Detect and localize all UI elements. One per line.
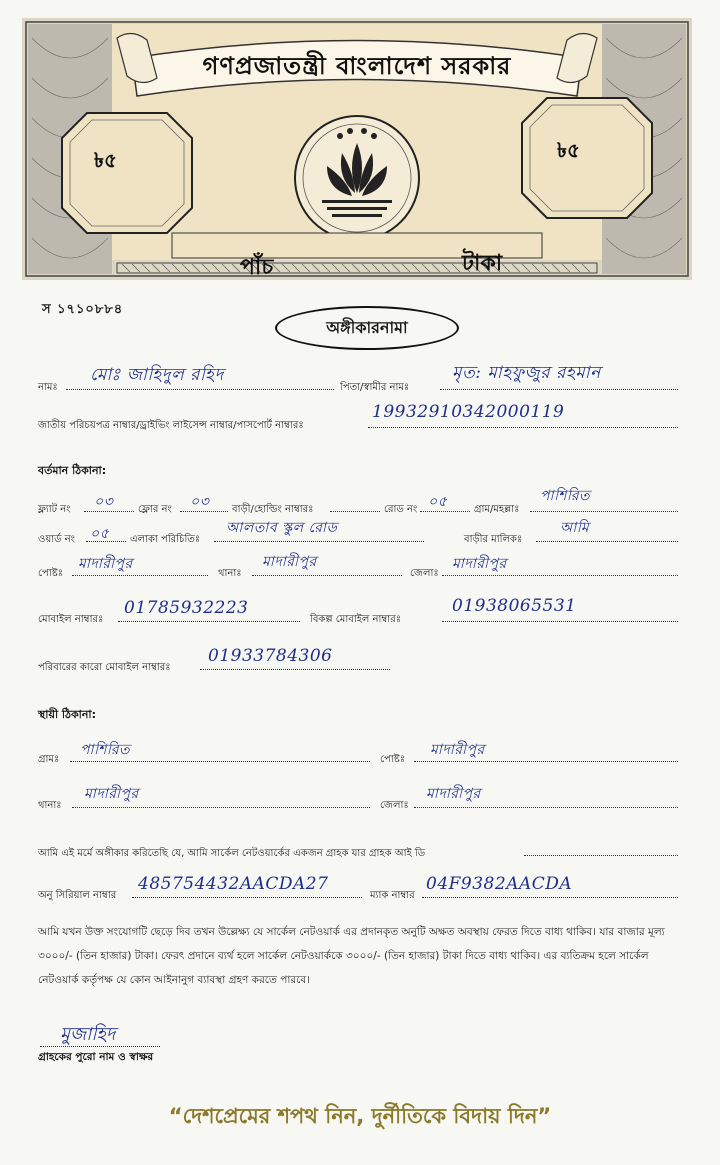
p-district-value: মাদারীপুর bbox=[426, 786, 481, 802]
thana-label: থানাঃ bbox=[218, 568, 242, 579]
stamp-amount-word: পাঁচ bbox=[240, 255, 274, 280]
p-thana-line bbox=[72, 807, 370, 808]
onu-value: 485754432AACDA27 bbox=[138, 874, 329, 894]
district-value: মাদারীপুর bbox=[452, 556, 507, 572]
owner-value: আমি bbox=[560, 520, 590, 536]
stamp-value-right: ৳৫ bbox=[557, 138, 580, 162]
stamp-currency-word: টাকা bbox=[462, 251, 503, 276]
father-label: পিতা/স্বামীর নামঃ bbox=[340, 382, 410, 393]
p-village-value: পাশিরিত bbox=[80, 742, 131, 758]
nid-line bbox=[368, 427, 678, 428]
terms-paragraph: আমি যখন উক্ত সংযোগটি ছেড়ে দিব তখন উল্লেক্ষ্য যে সার্কেল নেটওয়ার্ক এর প্রদানকৃত অনুটি অক্ষত অবস্থায় ফেরত দিতে বাধ্য থাকিব। যার বাজার মূল্য ৩০০০/- (তিন হাজার) টাকা। ফেরৎ প্রদানে ব্যর্থ হলে সার্কেল নেটওয়ার্ককে ৩০০০/- (তিন হাজার) টাকা দিতে বাধ্য থাকিব। এর ব্যতিক্রম হলে সার্কেল নেটওয়ার্ক কর্তৃপক্ষ যে কোন আইনানুগ ব্যাবস্থা গ্রহণ করতে পারবে। bbox=[38, 926, 665, 986]
floor-label: ফ্লোর নং bbox=[138, 504, 172, 515]
floor-value: ০৩ bbox=[190, 494, 210, 510]
alt-mobile-value: 01938065531 bbox=[452, 596, 577, 616]
present-address-heading: বর্তমান ঠিকানা: bbox=[38, 464, 107, 477]
customer-id-line bbox=[524, 855, 678, 856]
motto: “দেশপ্রেমের শপথ নিন, দুর্নীতিকে বিদায় দিন” bbox=[168, 1104, 552, 1128]
stamp-header bbox=[22, 18, 692, 280]
flat-value: ০৩ bbox=[94, 494, 114, 510]
p-post-value: মাদারীপুর bbox=[430, 742, 485, 758]
stamp-title: গণপ্রজাতন্ত্রী বাংলাদেশ সরকার bbox=[202, 52, 512, 80]
road-label: রোড নং bbox=[384, 504, 418, 515]
village-label: গ্রাম/মহল্লাঃ bbox=[474, 504, 520, 515]
document-title-text: অঙ্গীকারনামা bbox=[326, 317, 408, 337]
family-mobile-line bbox=[200, 669, 390, 670]
permanent-address-heading: স্থায়ী ঠিকানা: bbox=[38, 708, 96, 721]
flat-label: ফ্ল্যাট নং bbox=[38, 504, 71, 515]
mac-label: ম্যাক নাম্বার bbox=[370, 890, 415, 901]
p-thana-value: মাদারীপুর bbox=[84, 786, 139, 802]
post-label: পোষ্টঃ bbox=[38, 568, 64, 579]
thana-line bbox=[252, 575, 402, 576]
owner-line bbox=[536, 541, 678, 542]
area-label: এলাকা পরিচিতিঃ bbox=[130, 534, 201, 545]
alt-mobile-label: বিকল্প মোবাইল নাম্বারঃ bbox=[310, 614, 402, 625]
onu-label: অনু সিরিয়াল নাম্বার bbox=[38, 890, 117, 901]
p-post-label: পোষ্টঃ bbox=[380, 754, 406, 765]
post-value: মাদারীপুর bbox=[78, 556, 133, 572]
stamp-value-left: ৳৫ bbox=[94, 148, 117, 172]
onu-line bbox=[132, 897, 362, 898]
ward-value: ০৫ bbox=[90, 526, 110, 542]
mobile-label: মোবাইল নাম্বারঃ bbox=[38, 614, 104, 625]
name-value: মোঃ জাহিদুল রহিদ bbox=[90, 365, 224, 385]
family-mobile-label: পরিবারের কারো মোবাইল নাম্বারঃ bbox=[38, 662, 171, 673]
mobile-line bbox=[118, 621, 300, 622]
document-title bbox=[275, 306, 459, 350]
mac-line bbox=[422, 897, 678, 898]
house-label: বাড়ী/হোল্ডিং নাম্বারঃ bbox=[232, 504, 314, 515]
name-label: নামঃ bbox=[38, 382, 58, 393]
road-value: ০৫ bbox=[428, 494, 448, 510]
signature-line bbox=[40, 1046, 160, 1047]
mac-value: 04F9382AACDA bbox=[426, 874, 573, 894]
thana-value: মাদারীপুর bbox=[262, 554, 317, 570]
father-line bbox=[440, 389, 678, 390]
house-line bbox=[330, 511, 380, 512]
area-line bbox=[214, 541, 424, 542]
signature-label: গ্রাহকের পুরো নাম ও স্বাক্ষর bbox=[38, 1051, 154, 1063]
p-district-label: জেলাঃ bbox=[380, 800, 409, 811]
father-value: মৃত: মাহফুজুর রহমান bbox=[452, 363, 601, 383]
alt-mobile-line bbox=[442, 621, 678, 622]
nid-label: জাতীয় পরিচয়পত্র নাম্বার/ড্রাইভিং লাইসেন্স নাম্বার/পাসপোর্ট নাম্বারঃ bbox=[38, 420, 304, 431]
district-label: জেলাঃ bbox=[410, 568, 439, 579]
customer-signature: মুজাহিদ bbox=[60, 1024, 116, 1045]
p-village-label: গ্রামঃ bbox=[38, 754, 60, 765]
village-value: পাশিরিত bbox=[540, 488, 591, 504]
village-line bbox=[530, 511, 678, 512]
p-district-line bbox=[414, 807, 678, 808]
serial-number: স ১৭১০৮৮৪ bbox=[42, 302, 124, 317]
p-thana-label: থানাঃ bbox=[38, 800, 62, 811]
pledge-line: আমি এই মর্মে অঙ্গীকার করিতেছি যে, আমি সার্কেল নেটওয়ার্কের একজন গ্রাহক যার গ্রাহক আই ডি bbox=[38, 848, 426, 859]
mobile-value: 01785932223 bbox=[124, 598, 249, 618]
owner-label: বাড়ীর মালিকঃ bbox=[464, 534, 523, 545]
area-value: আলতাব স্কুল রোড bbox=[226, 520, 338, 536]
ward-label: ওয়ার্ড নং bbox=[38, 534, 75, 545]
family-mobile-value: 01933784306 bbox=[208, 646, 333, 666]
nid-value: 19932910342000119 bbox=[372, 402, 565, 422]
